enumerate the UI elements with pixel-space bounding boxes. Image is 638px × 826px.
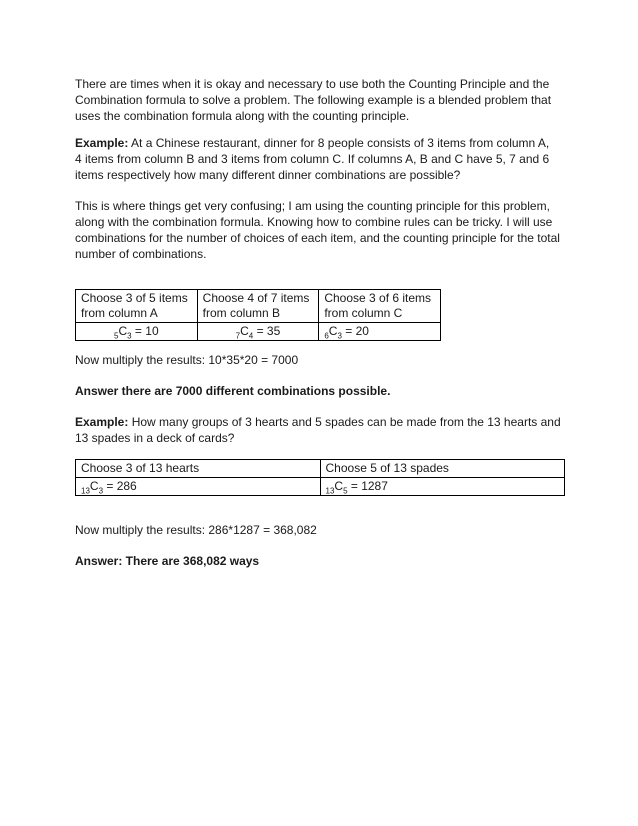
example-1-paragraph bbox=[75, 135, 575, 183]
example-2-paragraph bbox=[75, 414, 575, 446]
explanation-paragraph: This is where things get very confusing; I am using the counting principle for this problem, along with the combination formula. Knowing how to combine rules can be tricky. I will use combinations for the number of choices of each item, and the counting principle for the total number of combinations. bbox=[75, 199, 560, 261]
table-2-result-hearts: $_{13}C_3 = 286$ bbox=[76, 478, 321, 496]
table-2-result-spades: $_{13}C_5 = 1287$ bbox=[320, 478, 565, 496]
table-1-combinations bbox=[75, 289, 441, 341]
table-1-header-b: Choose 4 of 7 items from column B bbox=[197, 290, 319, 323]
table-1-header-c: Choose 3 of 6 items from column C bbox=[319, 290, 441, 323]
example-2-text: How many groups of 3 hearts and 5 spades can be made from the 13 hearts and 13 spades in a deck of cards? bbox=[75, 415, 561, 445]
table-2-combinations bbox=[75, 459, 565, 496]
table-1-result-b: $_7C_4 = 35$ bbox=[197, 323, 319, 341]
example-1-text-line1: At a Chinese restaurant, dinner for 8 people consists of 3 items from column A, bbox=[131, 136, 550, 150]
answer-1-text: Answer there are 7000 different combinations possible. bbox=[75, 384, 391, 398]
table-1-header-a: Choose 3 of 5 items from column A bbox=[76, 290, 198, 323]
example-2-label: Example: bbox=[75, 415, 129, 429]
intro-paragraph: There are times when it is okay and necessary to use both the Counting Principle and the Combination formula to solve a problem. The following example is a blended problem that uses the combination formula along with the counting principle. bbox=[75, 77, 552, 123]
multiply-2-text: Now multiply the results: 286*1287 = 368,082 bbox=[75, 523, 317, 537]
multiply-1-text: Now multiply the results: 10*35*20 = 7000 bbox=[75, 353, 299, 367]
answer-2-text: Answer: There are 368,082 ways bbox=[75, 554, 260, 568]
example-1-label: Example: bbox=[75, 136, 129, 150]
table-1-result-c: $_6C_3 = 20$ bbox=[319, 323, 441, 341]
table-2-header-spades: Choose 5 of 13 spades bbox=[320, 460, 565, 478]
example-1-text-line2: 4 items from column B and 3 items from column C. If columns A, B and C have 5, 7 and 6 items respectively how many different dinner combinations are possible? bbox=[75, 152, 550, 182]
table-2-header-hearts: Choose 3 of 13 hearts bbox=[76, 460, 321, 478]
table-1-result-a: $_5C_3 = 10$ bbox=[76, 323, 198, 341]
